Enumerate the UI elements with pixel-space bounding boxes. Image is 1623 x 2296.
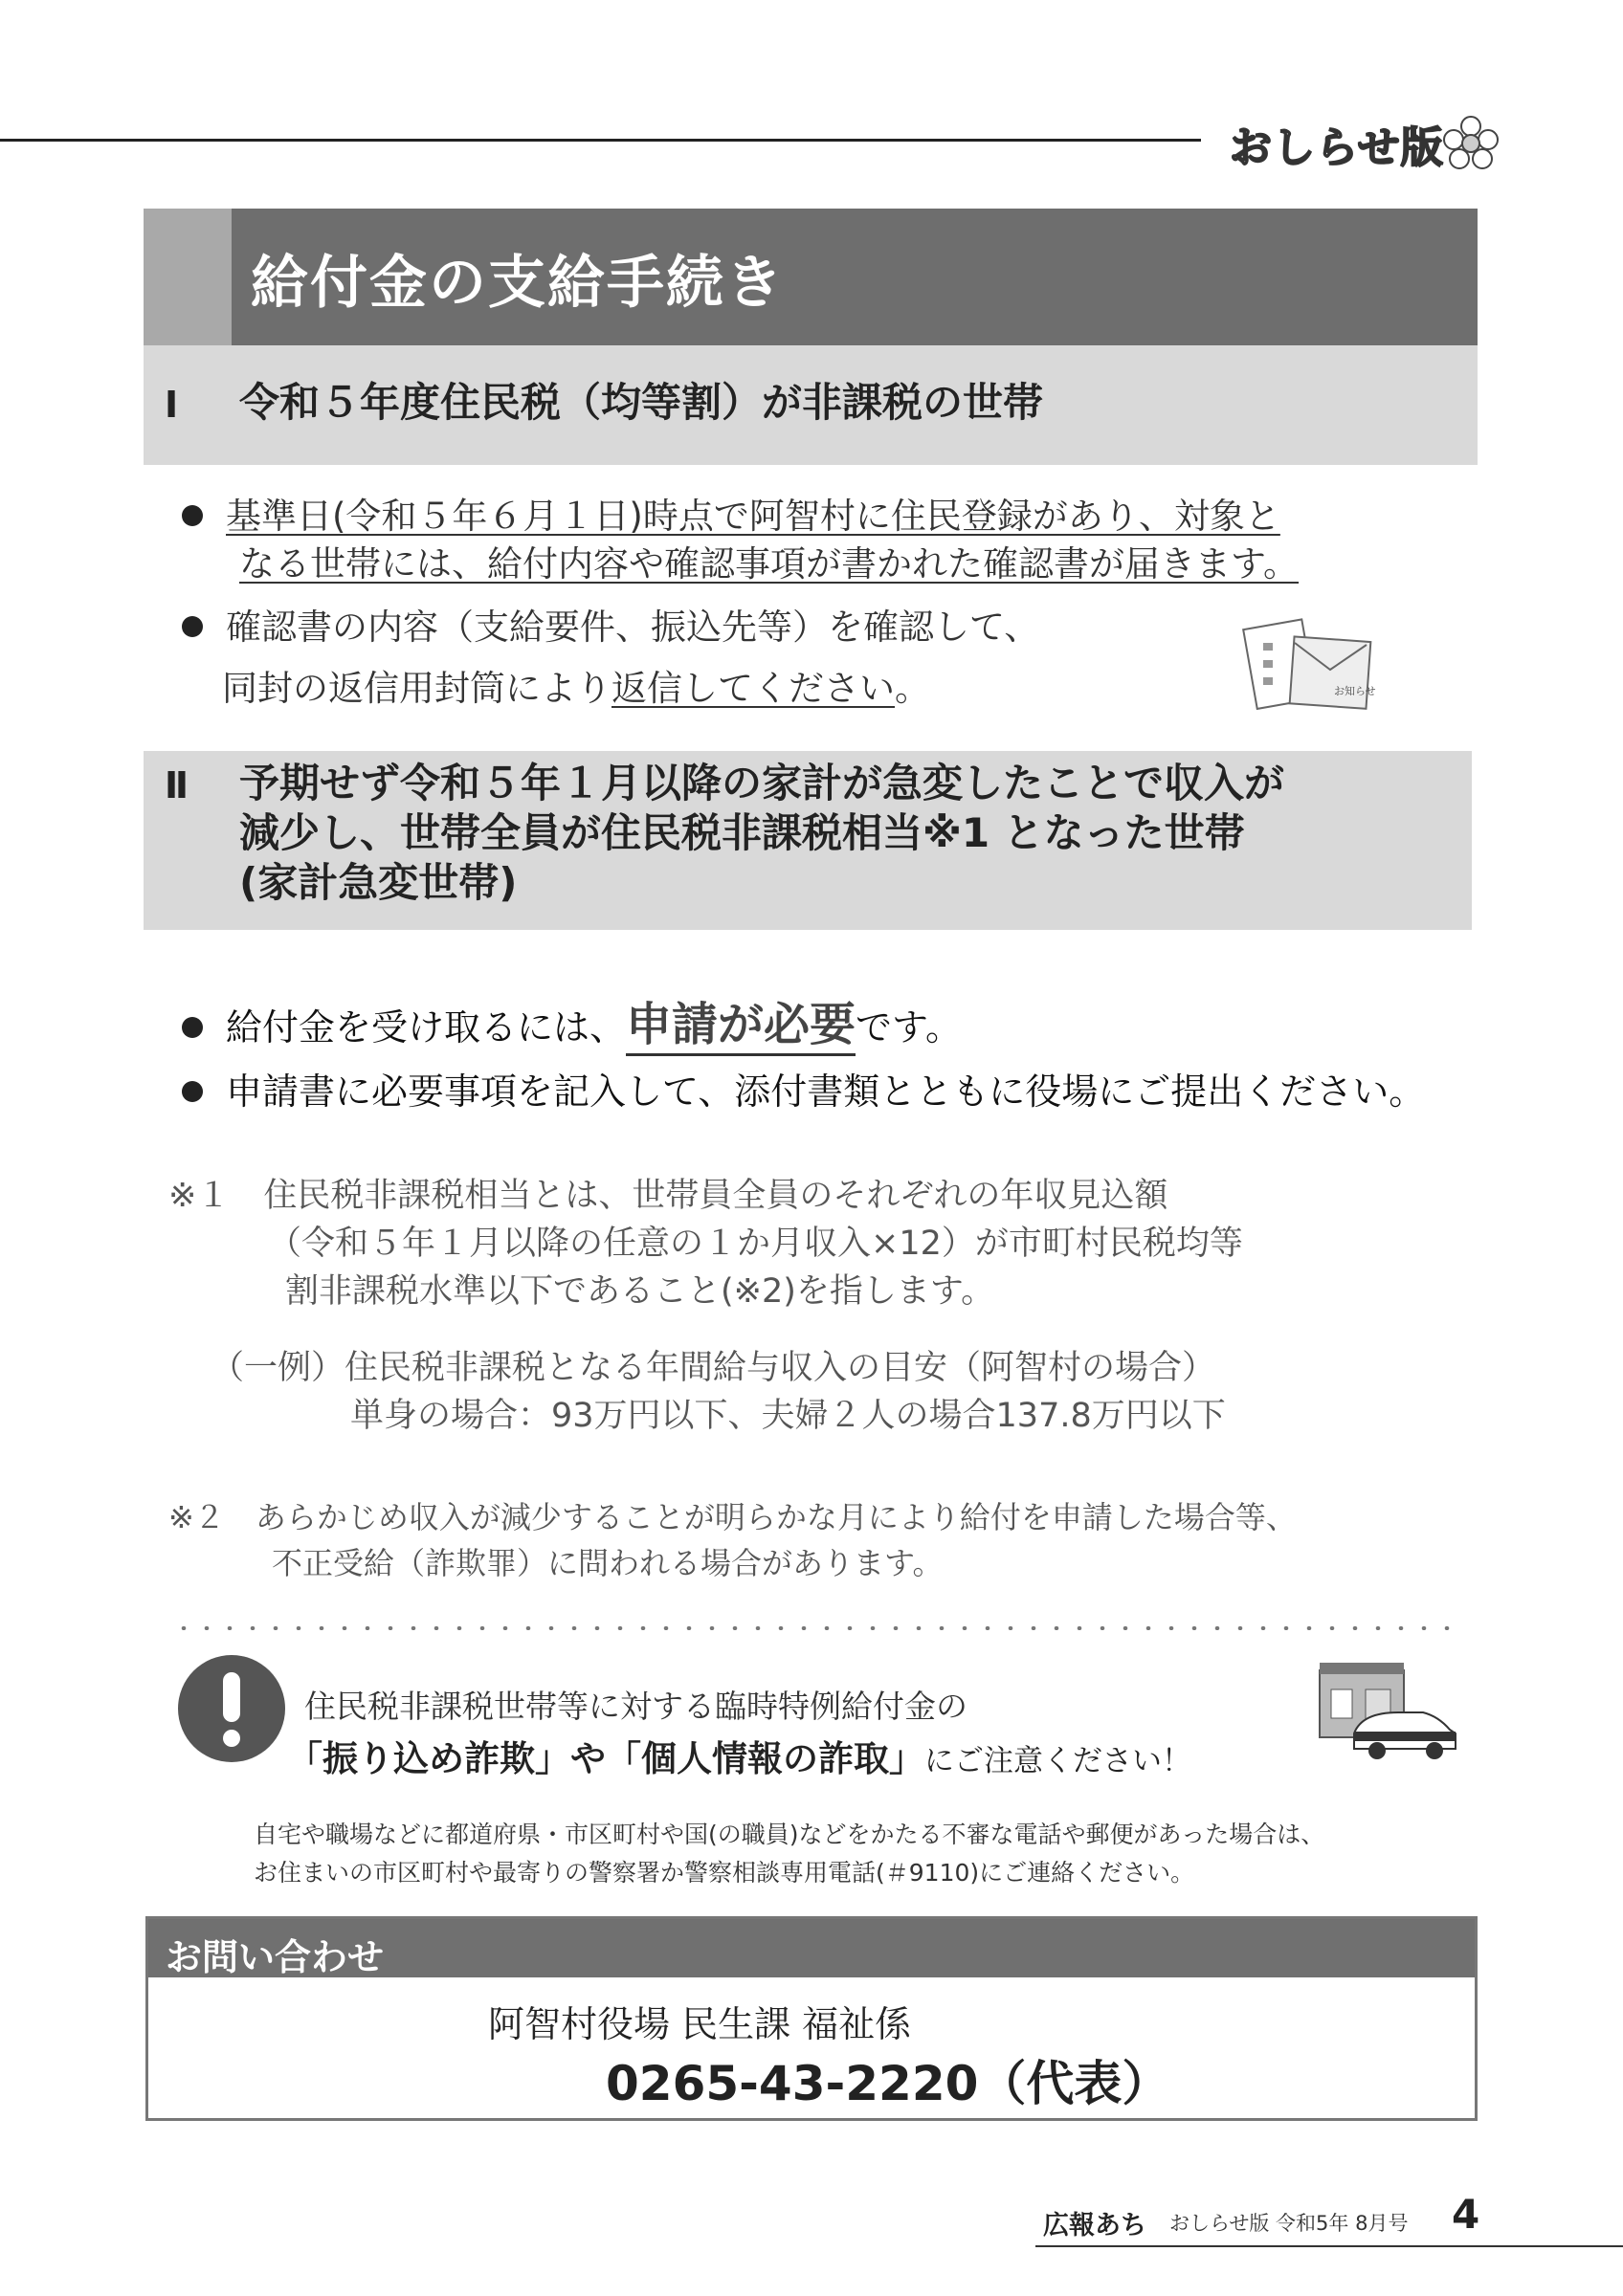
- section2-bullet2-text: 申請書に必要事項を記入して、添付書類とともに役場にご提出ください。: [226, 1071, 1426, 1113]
- section1-bullet1-line2: なる世帯には、給付内容や確認事項が書かれた確認書が届きます。: [239, 543, 1300, 585]
- section1-bullet2: [182, 603, 1039, 652]
- warning-line2: [287, 1730, 1191, 1781]
- example-line1: （一例）住民税非課税となる年間給与収入の目安（阿智村の場合）: [211, 1349, 1216, 1387]
- document-envelope-illustration: [1242, 610, 1376, 716]
- exclamation-dot: [223, 1730, 240, 1747]
- page-title: 給付金の支給手続き: [251, 250, 785, 317]
- header-tag: おしらせ版: [1230, 123, 1444, 172]
- warning-note-line2: お住まいの市区町村や最寄りの警察署か警察相談専用電話(＃9110)にご連絡ください。: [254, 1859, 1195, 1887]
- fraud-warning-emphasis: 「振り込め詐欺」や「個人情報の詐取」: [287, 1738, 924, 1779]
- bullet2-period: 。: [895, 668, 930, 709]
- bullet-dot: [182, 616, 203, 637]
- section2-heading-line2: 減少し、世帯全員が住民税非課税相当※1 となった世帯: [239, 809, 1245, 856]
- contact-phone: 0265-43-2220（代表）: [606, 2056, 1170, 2111]
- section1-heading: 令和５年度住民税（均等割）が非課税の世帯: [239, 379, 1044, 426]
- section2-heading-line1: 予期せず令和５年１月以降の家計が急変したことで収入が: [239, 760, 1285, 806]
- bullet-dot: [182, 505, 203, 526]
- note2-line2: 不正受給（詐欺罪）に問われる場合があります。: [272, 1545, 944, 1581]
- section2-bullet2: [182, 1062, 1425, 1115]
- note2-line1: ※２ あらかじめ収入が減少することが明らかな月により給付を申請した場合等、: [168, 1499, 1297, 1535]
- section1-number: Ⅰ: [165, 384, 179, 426]
- reply-emphasis: 返信してください: [611, 668, 895, 709]
- footer-rule: [1035, 2245, 1623, 2247]
- flower-icon: [1440, 113, 1501, 174]
- dotted-divider: [172, 1626, 1455, 1630]
- contact-box: [145, 1916, 1478, 2121]
- section1-bullet1-line1: 基準日(令和５年６月１日)時点で阿智村に住民登録があり、対象と: [226, 496, 1280, 537]
- exclamation-icon: [178, 1655, 285, 1762]
- section2-heading: [239, 759, 1284, 908]
- section1-bullet1: [182, 492, 1280, 541]
- warning-line1: 住民税非課税世帯等に対する臨時特例給付金の: [304, 1688, 967, 1725]
- contact-heading: お問い合わせ: [166, 1936, 385, 1978]
- header-rule: [0, 139, 1201, 142]
- title-bar: [144, 209, 1478, 345]
- section1-band: [144, 345, 1478, 465]
- bullet-dot: [182, 1081, 203, 1102]
- contact-header: [148, 1919, 1475, 1977]
- application-required-emphasis: 申請が必要: [626, 998, 856, 1056]
- section1-bullet2-line2: [222, 664, 930, 714]
- footer-publication-title: 広報あち: [1043, 2211, 1146, 2241]
- section2-heading-line3: (家計急変世帯): [239, 859, 518, 906]
- footer-issue: おしらせ版 令和5年 8月号: [1169, 2212, 1409, 2235]
- note1-line3: 割非課税水準以下であること(※2)を指します。: [285, 1272, 995, 1311]
- contact-organization: 阿智村役場 民生課 福祉係: [488, 2003, 912, 2045]
- section2-bullet1: [182, 987, 962, 1053]
- example-line2: 単身の場合：93万円以下、夫婦２人の場合137.8万円以下: [350, 1397, 1226, 1435]
- section1-bullet2-line1: 確認書の内容（支給要件、振込先等）を確認して、: [226, 607, 1040, 648]
- warning-tail: にご注意ください！: [924, 1744, 1191, 1778]
- note1-line1: ※１ 住民税非課税相当とは、世帯員全員のそれぞれの年収見込額: [168, 1177, 1168, 1215]
- section2-bullet1-text: 給付金を受け取るには、: [226, 1006, 627, 1049]
- warning-note-line1: 自宅や職場などに都道府県・市区町村や国(の職員)などをかたる不審な電話や郵便があった場合は、: [254, 1821, 1325, 1848]
- exclamation-bar: [223, 1672, 240, 1722]
- page-number: 4: [1452, 2191, 1480, 2238]
- bullet2-text: 同封の返信用封筒により: [222, 668, 611, 709]
- illust-label: お知らせ: [1334, 685, 1376, 697]
- bullet-dot: [182, 1017, 203, 1038]
- note1-line2: （令和５年１月以降の任意の１か月収入×12）が市町村民税均等: [268, 1225, 1243, 1263]
- section2-number: Ⅱ: [165, 764, 189, 806]
- police-station-icon: [1316, 1657, 1459, 1762]
- title-accent: [144, 209, 232, 345]
- section2-band: [144, 751, 1472, 930]
- section2-bullet1-tail: です。: [856, 1006, 962, 1049]
